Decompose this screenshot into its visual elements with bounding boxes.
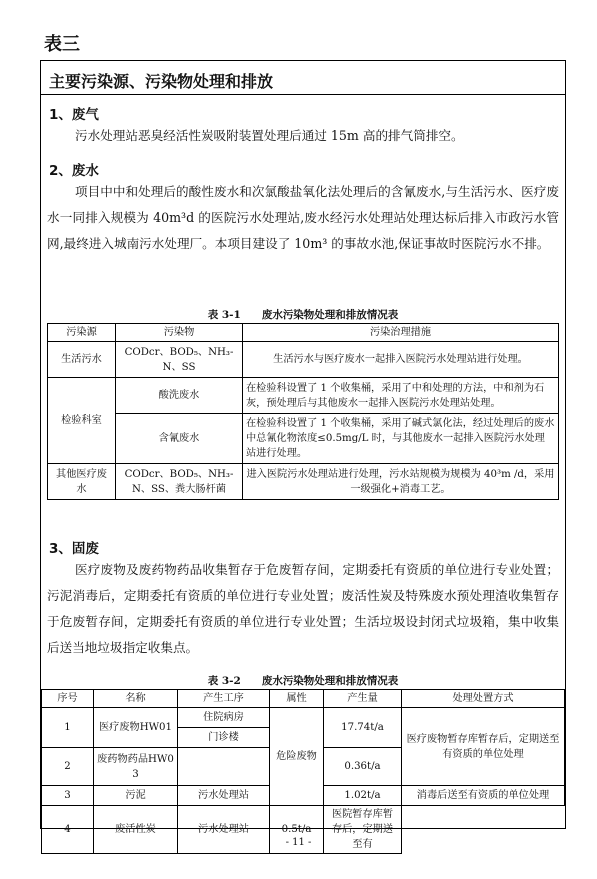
table-cell: 在检验科设置了 1 个收集桶，采用了碱式氯化法，经过处理后的废水中总氰化物浓度≤0.5mg/L 时，与其他废水一起排入医院污水处理站进行处理。	[243, 414, 559, 464]
table-1-header: 污染物	[116, 324, 243, 342]
table-cell: 污水处理站	[178, 806, 270, 854]
table-2-header: 序号	[42, 690, 94, 708]
table-cell: 0.5t/a	[270, 806, 324, 854]
table-cell: 进入医院污水处理站进行处理，污水站规模为规模为 40³m /d，采用一级强化+消毒工艺。	[243, 464, 559, 500]
table-cell: 医疗废物HW01	[94, 708, 178, 748]
table-cell: 生活污水	[48, 342, 116, 378]
table-1-header: 污染治理措施	[243, 324, 559, 342]
table-cell: 消毒后送至有资质的单位处理	[402, 786, 565, 806]
table-row	[48, 342, 559, 378]
page-heading: 表三	[44, 34, 80, 55]
table-2-header: 属性	[270, 690, 324, 708]
table-cell	[178, 748, 270, 786]
table-cell: 在检验科设置了 1 个收集桶，采用了中和处理的方法，中和剂为石灰，预处理后与其他废水一起排入医院污水处理站处理。	[243, 378, 559, 414]
table-cell: 废药物药品HW03	[94, 748, 178, 786]
table-1-caption: 表 3-1 废水污染物处理和排放情况表	[207, 309, 399, 321]
section-2-text: 项目中中和处理后的酸性废水和次氯酸盐氧化法处理后的含氰废水,与生活污水、医疗废水一同排入规模为 40m³d 的医院污水处理站,废水经污水处理站处理达标后排入市政污水管网,最终进入城南污水处理厂。本项目建设了 10m³ 的事故水池,保证事故时医院污水不排。	[47, 184, 559, 251]
table-2-header-row	[42, 690, 565, 708]
table-cell: 废活性炭	[94, 806, 178, 854]
table-cell: 污水处理站	[178, 786, 270, 806]
table-2	[41, 689, 565, 854]
section-3-title: 3、固废	[49, 541, 99, 557]
table-cell: 1	[42, 708, 94, 748]
table-cell: 其他医疗废水	[48, 464, 116, 500]
table-cell: 医疗废物暂存库暂存后，定期送至有资质的单位处理	[402, 708, 565, 786]
section-2-title: 2、废水	[49, 163, 99, 179]
table-1-header-row	[48, 324, 559, 342]
table-1-header: 污染源	[48, 324, 116, 342]
table-2-header: 产生工序	[178, 690, 270, 708]
table-cell: 住院病房	[178, 708, 270, 728]
table-cell: 危险废物	[270, 708, 324, 806]
table-cell: CODcr、BOD₅、NH₃-N、SS、粪大肠杆菌	[116, 464, 243, 500]
table-cell: CODcr、BOD₅、NH₃-N、SS	[116, 342, 243, 378]
table-cell: 17.74t/a	[324, 708, 402, 748]
table-row	[48, 414, 559, 464]
section-1-title: 1、废气	[49, 107, 99, 123]
table-cell: 4	[42, 806, 94, 854]
section-3-text: 医疗废物及废药物药品收集暂存于危废暂存间，定期委托有资质的单位进行专业处置；污泥消毒后，定期委托有资质的单位进行专业处置；废活性炭及特殊废水预处理渣收集暂存于危废暂存间，定期委托有资质的单位进行专业处置；生活垃圾设封闭式垃圾箱，集中收集后送当地垃圾指定收集点。	[47, 562, 559, 655]
table-1	[47, 323, 559, 500]
frame-title: 主要污染源、污染物处理和排放	[49, 72, 274, 91]
table-cell: 检验科室	[48, 378, 116, 464]
table-cell: 医院暂存库暂存后，定期送至有	[324, 806, 402, 854]
table-2-header: 产生量	[324, 690, 402, 708]
table-cell: 生活污水与医疗废水一起排入医院污水处理站进行处理。	[243, 342, 559, 378]
section-1-text: 污水处理站恶臭经活性炭吸附装置处理后通过 15m 高的排气筒排空。	[75, 128, 464, 143]
table-cell: 0.36t/a	[324, 748, 402, 786]
table-row	[48, 378, 559, 414]
table-cell: 含氰废水	[116, 414, 243, 464]
table-row	[48, 464, 559, 500]
table-row	[42, 708, 565, 728]
table-cell: 3	[42, 786, 94, 806]
frame-divider	[41, 94, 565, 95]
table-cell: 2	[42, 748, 94, 786]
table-2-header: 处理处置方式	[402, 690, 565, 708]
table-cell: 污泥	[94, 786, 178, 806]
table-cell: 酸洗废水	[116, 378, 243, 414]
table-cell: 门诊楼	[178, 728, 270, 748]
table-cell: 1.02t/a	[324, 786, 402, 806]
table-2-caption: 表 3-2 废水污染物处理和排放情况表	[207, 675, 399, 687]
table-2-header: 名称	[94, 690, 178, 708]
page-number: - 11 -	[285, 837, 312, 848]
